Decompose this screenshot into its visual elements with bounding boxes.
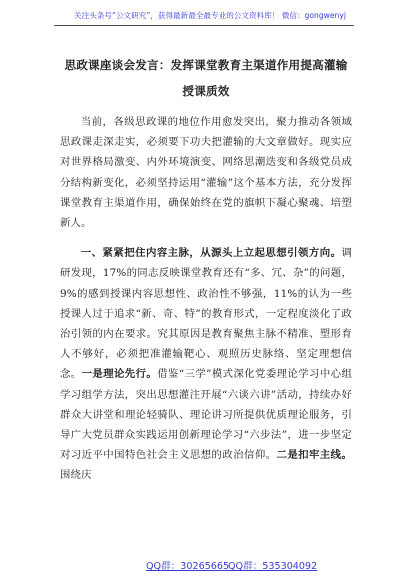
header-divider xyxy=(54,25,354,26)
section-text-1: 调研发现，17%的同志反映课堂教育还有“多、冗、杂”的问题，9%的感到授课内容思想性、政治性不够强，11%的认为一些授课人过于追求“新、奇、特”的教育形式，一定程度淡化了政治引领的内在要求。究其原因是教育聚焦主脉不精准、塑形育人不够好，必须把准灌输靶心、观照历史脉络、坚定理想信念。 xyxy=(60,247,352,381)
footer-qq-group-1[interactable]: QQ群：30265665 xyxy=(146,561,230,572)
section-heading: 一、紧紧把住内容主脉，从源头上立起思想引领方向。 xyxy=(80,247,342,260)
document-title: 思政课座谈会发言：发挥课堂教育主渠道作用提高灌输授课质效 xyxy=(64,58,348,98)
paragraph-section-one xyxy=(60,243,352,485)
section-text-2: 借鉴“三学”模式深化党委理论学习中心组学习组学方法，突出思想灌注开展“六谈六讲”活动，持续办好群众大讲堂和理论轻骑队、理论讲习所提供优质理论服务，引导广大党员群众实践运用创新理论学习“六步法”，进一步坚定对习近平中国特色社会主义思想的政治信仰。 xyxy=(60,368,352,462)
footer-qq-group-2[interactable]: QQ群：535304092 xyxy=(228,561,318,572)
point-heading-1: 一是理论先行。 xyxy=(81,368,158,381)
document-body xyxy=(60,112,352,486)
paragraph-intro: 当前，各级思政课的地位作用愈发突出，聚力推动各领域思政课走深走实，必须要下功夫把灌输的大文章做好。现实应对世界格局激变、内外环境演变、网络思潮迭变和各级党员成分结构新变化，必须坚持运用“灌输”这个基本方法，充分发挥课堂教育主渠道作用，确保始终在党的旗帜下凝心聚魂、培塑新人。 xyxy=(60,116,352,230)
point-heading-2: 二是扣牢主线。 xyxy=(276,449,352,462)
section-text-3: 围绕庆 xyxy=(60,469,92,482)
header-banner: 关注头条号“公文研究”，获得最新最全最专业的公文资料库！ 微信：gongwenyj xyxy=(74,11,346,20)
